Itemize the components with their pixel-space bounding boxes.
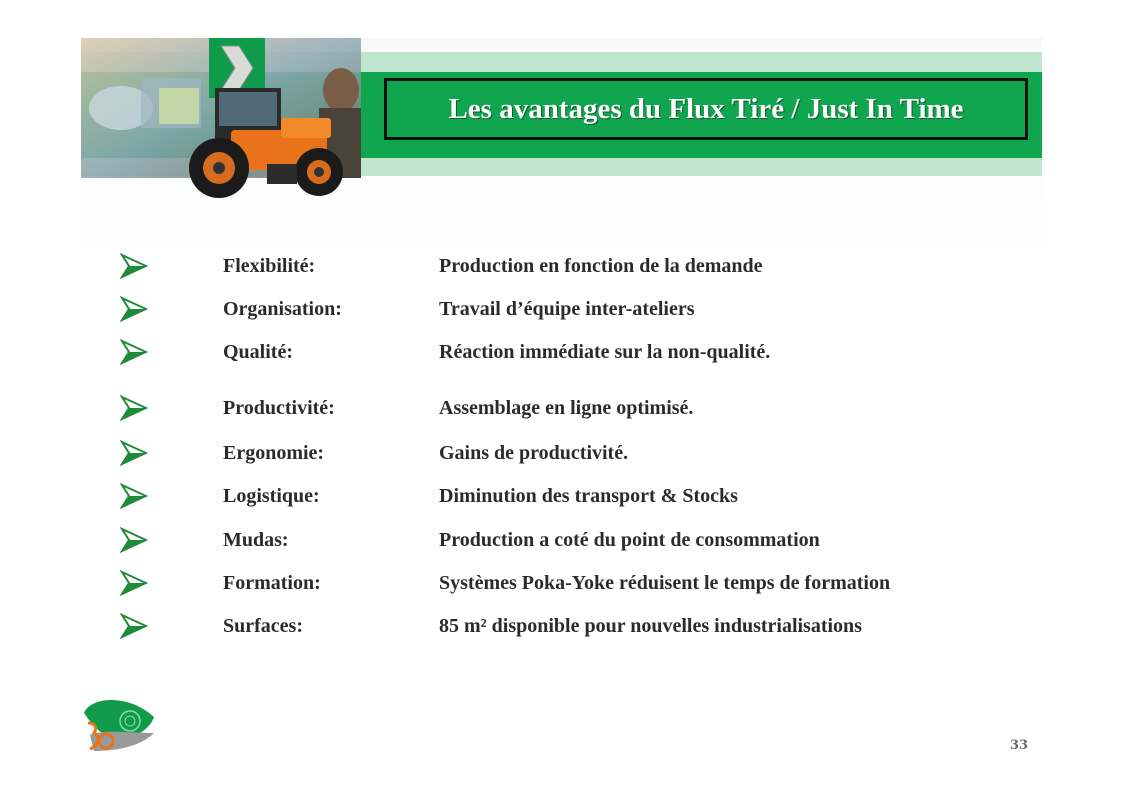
item-label: Surfaces:: [223, 615, 303, 637]
item-description: Production a coté du point de consommation: [439, 529, 820, 551]
arrowhead-bullet-icon: [120, 570, 148, 598]
item-label: Ergonomie:: [223, 442, 325, 464]
arrowhead-bullet-icon: [120, 527, 148, 555]
item-description: Diminution des transport & Stocks: [439, 485, 738, 507]
list-item: [0, 296, 1123, 336]
item-label: Formation:: [223, 572, 321, 594]
item-label: Organisation:: [223, 298, 342, 320]
list-item: [0, 483, 1123, 523]
list-item: [0, 613, 1123, 653]
arrowhead-bullet-icon: [120, 339, 148, 367]
item-description: Systèmes Poka-Yoke réduisent le temps de formation: [439, 572, 891, 594]
list-item: [0, 253, 1123, 293]
list-item: [0, 339, 1123, 379]
slide-title: Les avantages du Flux Tiré / Just In Time: [448, 92, 964, 125]
item-description: Réaction immédiate sur la non-qualité.: [439, 341, 771, 363]
item-description: Production en fonction de la demande: [439, 255, 763, 277]
list-item: [0, 395, 1123, 435]
item-description: 85 m² disponible pour nouvelles industrialisations: [439, 615, 862, 637]
list-item: [0, 527, 1123, 567]
item-description: Travail d’équipe inter-ateliers: [439, 298, 695, 320]
item-description: Assemblage en ligne optimisé.: [439, 397, 694, 419]
list-item: [0, 570, 1123, 610]
arrowhead-bullet-icon: [120, 440, 148, 468]
list-item: [0, 440, 1123, 480]
arrowhead-bullet-icon: [120, 395, 148, 423]
arrowhead-bullet-icon: [120, 253, 148, 281]
item-label: Productivité:: [223, 397, 335, 419]
arrowhead-bullet-icon: [120, 613, 148, 641]
item-label: Mudas:: [223, 529, 289, 551]
arrowhead-bullet-icon: [120, 483, 148, 511]
item-label: Qualité:: [223, 341, 293, 363]
item-label: Flexibilité:: [223, 255, 316, 277]
item-label: Logistique:: [223, 485, 320, 507]
arrowhead-bullet-icon: [120, 296, 148, 324]
item-description: Gains de productivité.: [439, 442, 629, 464]
company-logo: [80, 693, 160, 757]
slide-title-box: [384, 78, 1028, 140]
page-number: 33: [1010, 738, 1029, 753]
header-photo: [81, 38, 361, 204]
